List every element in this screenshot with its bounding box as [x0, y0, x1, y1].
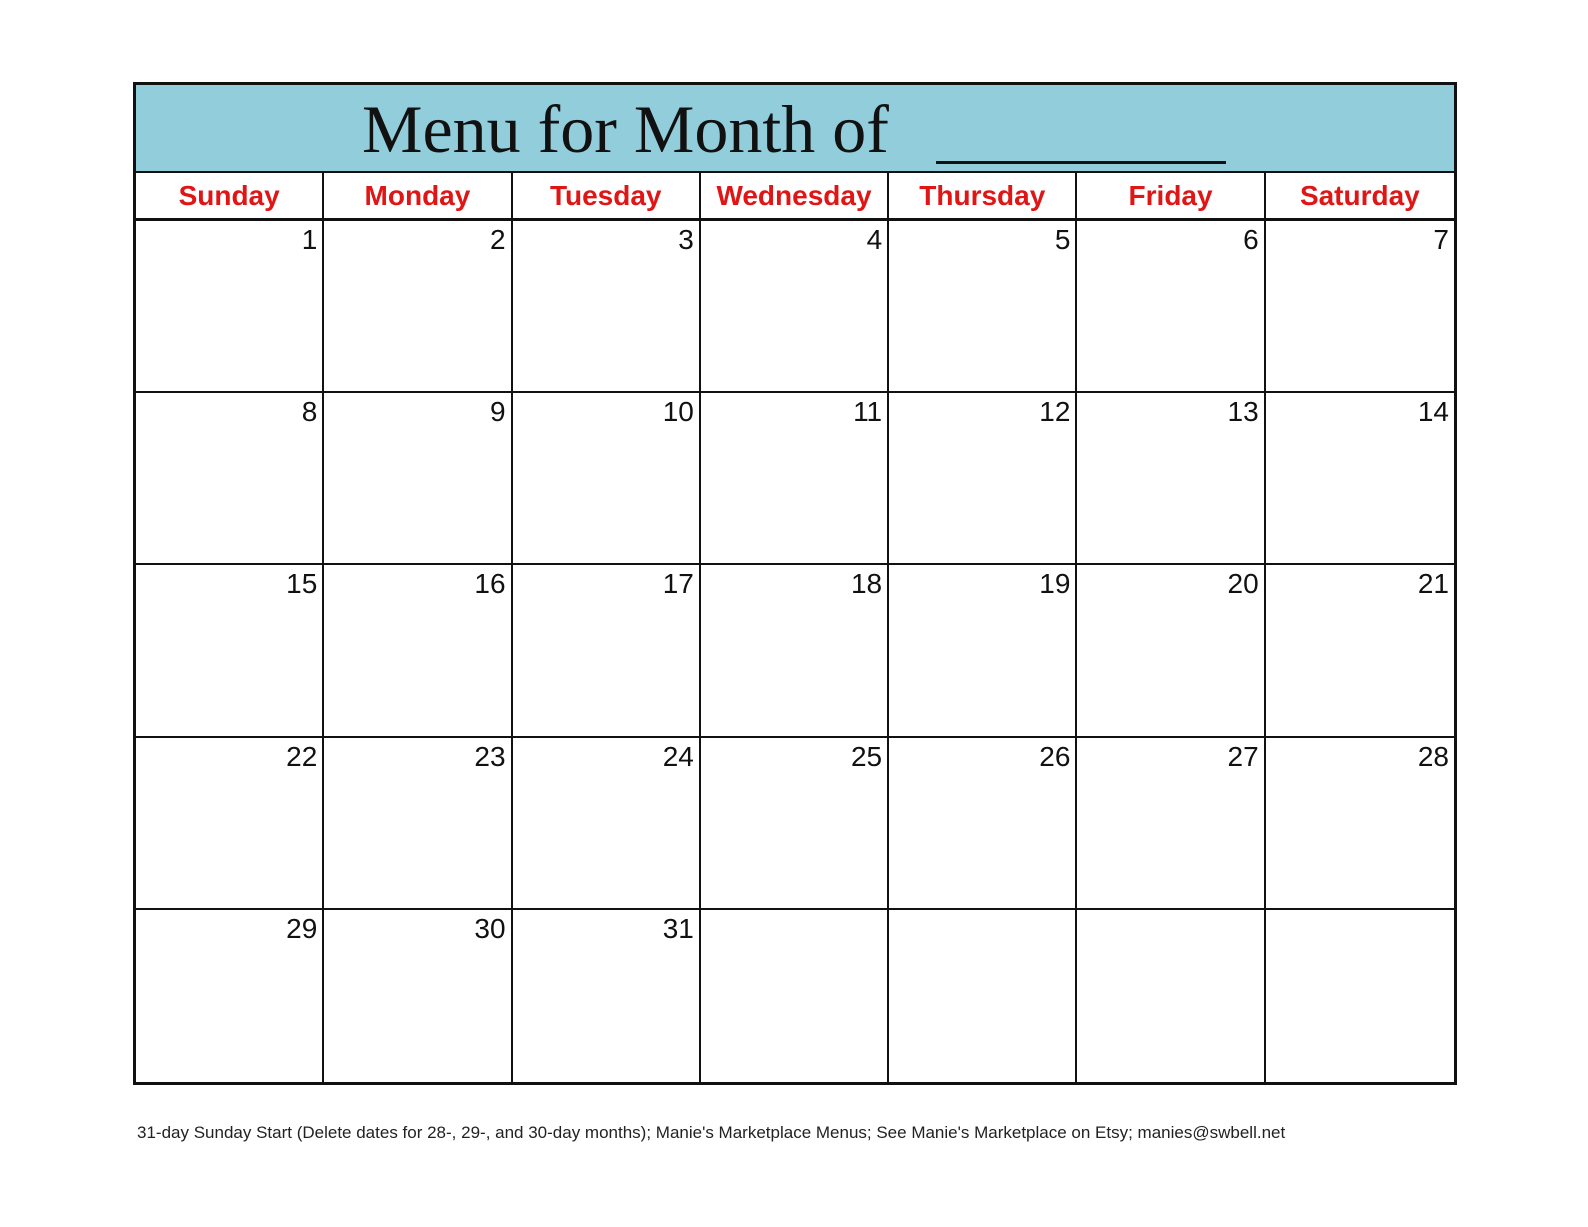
week-row-4 [136, 738, 1454, 910]
date-number: 18 [850, 568, 883, 600]
day-cell[interactable] [136, 221, 324, 391]
week-row-2 [136, 393, 1454, 565]
date-number: 9 [489, 396, 506, 428]
date-number: 25 [850, 740, 883, 772]
day-cell[interactable] [513, 221, 701, 391]
day-cell[interactable] [324, 565, 512, 735]
date-number: 7 [1433, 224, 1449, 255]
day-cell[interactable] [1077, 393, 1265, 563]
day-cell[interactable] [889, 393, 1077, 563]
day-cell[interactable] [513, 565, 701, 735]
date-number: 27 [1227, 740, 1259, 772]
date-number: 19 [1039, 568, 1071, 600]
weeks-container [136, 221, 1454, 1082]
date-number: 14 [1417, 396, 1449, 428]
day-cell[interactable] [1077, 738, 1265, 908]
date-number: 21 [1417, 568, 1449, 600]
date-number: 4 [866, 224, 883, 255]
date-number: 24 [662, 740, 694, 772]
weekday-header-row [136, 173, 1454, 221]
day-cell[interactable] [701, 393, 889, 563]
title-bar [136, 85, 1454, 173]
weekday-header-sunday: Sunday [136, 173, 324, 218]
day-cell[interactable] [1266, 393, 1454, 563]
weekday-header-saturday: Saturday [1299, 179, 1420, 211]
date-number: 13 [1227, 396, 1259, 428]
date-number: 8 [301, 396, 318, 428]
date-number: 30 [474, 912, 506, 944]
date-number: 23 [474, 740, 506, 772]
day-cell[interactable] [1077, 910, 1265, 1082]
day-cell[interactable] [1077, 565, 1265, 735]
date-number: 29 [286, 912, 318, 944]
date-number: 17 [662, 568, 694, 600]
day-cell[interactable] [136, 910, 324, 1082]
weekday-header-monday: Monday [324, 173, 512, 218]
day-cell[interactable] [701, 565, 889, 735]
calendar-grid [133, 82, 1457, 1085]
week-row-3 [136, 565, 1454, 737]
date-number: 12 [1039, 396, 1071, 428]
week-row-1 [136, 221, 1454, 393]
date-number: 11 [853, 396, 883, 428]
weekday-header-thursday: Thursday [889, 173, 1077, 218]
day-cell[interactable] [889, 910, 1077, 1082]
date-number: 10 [662, 396, 694, 428]
footer-note: 31-day Sunday Start (Delete dates for 28-, 29-, and 30-day months); Manie's Marketplace Menus; See Manie's Marketplace on Etsy; manies@swbell.net [137, 1123, 1286, 1142]
day-cell[interactable] [513, 910, 701, 1082]
date-number: 3 [678, 224, 694, 255]
date-number: 22 [286, 740, 318, 772]
date-number: 31 [662, 912, 694, 944]
day-cell[interactable] [1266, 738, 1454, 908]
day-cell[interactable] [701, 738, 889, 908]
day-cell[interactable] [1266, 565, 1454, 735]
date-number: 2 [489, 224, 506, 255]
day-cell[interactable] [889, 221, 1077, 391]
date-number: 26 [1039, 740, 1071, 772]
day-cell[interactable] [1266, 910, 1454, 1082]
day-cell[interactable] [1077, 221, 1265, 391]
day-cell[interactable] [324, 910, 512, 1082]
day-cell[interactable] [324, 738, 512, 908]
day-cell[interactable] [136, 393, 324, 563]
date-number: 20 [1227, 568, 1259, 600]
day-cell[interactable] [701, 910, 889, 1082]
day-cell[interactable] [513, 393, 701, 563]
date-number: 15 [286, 568, 318, 600]
day-cell[interactable] [513, 738, 701, 908]
day-cell[interactable] [136, 738, 324, 908]
date-number: 16 [474, 568, 506, 600]
day-cell[interactable] [136, 565, 324, 735]
day-cell[interactable] [324, 221, 512, 391]
date-number: 28 [1417, 740, 1449, 772]
day-cell[interactable] [1266, 221, 1454, 391]
day-cell[interactable] [889, 565, 1077, 735]
weekday-header-friday: Friday [1077, 173, 1265, 218]
weekday-header-wednesday: Wednesday [701, 173, 889, 218]
week-row-5 [136, 910, 1454, 1082]
day-cell[interactable] [324, 393, 512, 563]
month-blank-line[interactable] [936, 161, 1226, 164]
date-number: 5 [1054, 224, 1071, 255]
weekday-header-tuesday: Tuesday [513, 173, 701, 218]
date-number: 6 [1243, 224, 1259, 255]
day-cell[interactable] [889, 738, 1077, 908]
date-number: 1 [301, 224, 318, 255]
day-cell[interactable] [701, 221, 889, 391]
page-title: Menu for Month of [362, 91, 889, 167]
